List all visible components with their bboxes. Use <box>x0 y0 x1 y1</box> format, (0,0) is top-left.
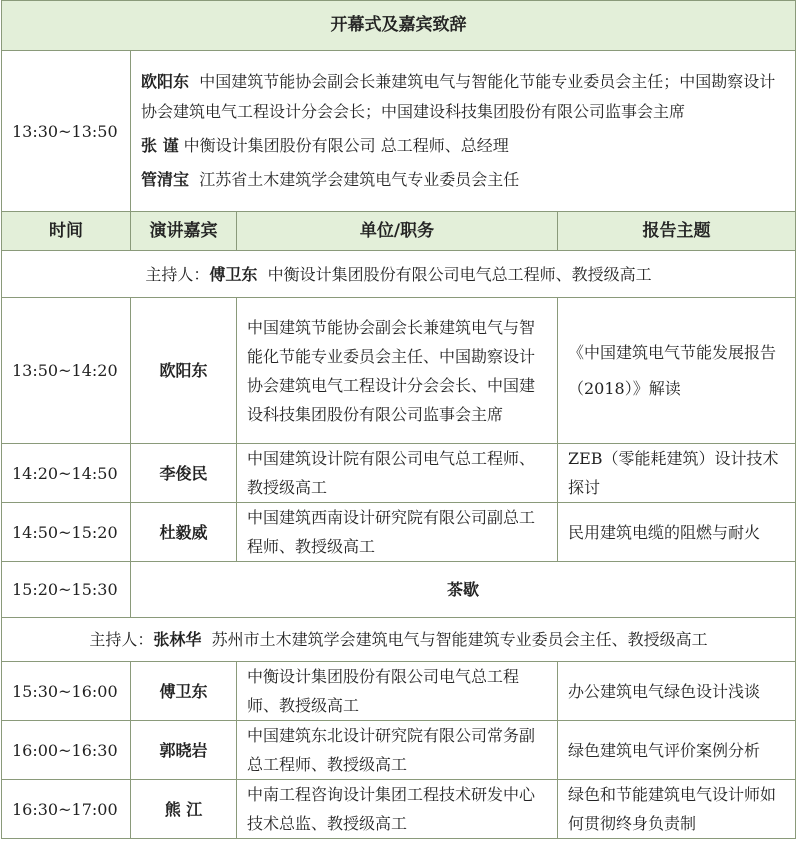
host-name: 傅卫东 <box>209 264 258 284</box>
header-topic: 报告主题 <box>558 212 796 251</box>
speaker-name: 管清宝 <box>141 170 190 189</box>
slot-topic: 办公建筑电气绿色设计浅谈 <box>558 662 796 721</box>
slot-org: 中国建筑节能协会副会长兼建筑电气与智能化节能专业委员会主任、中国勘察设计协会建筑电气工程设计分会会长、中国建设科技集团股份有限公司监事会主席 <box>237 298 558 444</box>
slot-speaker: 欧阳东 <box>131 298 237 444</box>
opening-row <box>2 51 796 212</box>
host-desc: 中衡设计集团股份有限公司电气总工程师、教授级高工 <box>267 264 652 284</box>
table-row <box>2 721 796 780</box>
break-row <box>2 562 796 618</box>
table-row <box>2 444 796 503</box>
host-prefix: 主持人： <box>89 630 154 649</box>
slot-topic: ZEB（零能耗建筑）设计技术探讨 <box>558 444 796 503</box>
slot-org: 中国建筑西南设计研究院有限公司副总工程师、教授级高工 <box>237 503 558 562</box>
slot-time: 14:20~14:50 <box>2 444 131 503</box>
slot-time: 16:00~16:30 <box>2 721 131 780</box>
table-row <box>2 503 796 562</box>
speaker-desc: 中衡设计集团股份有限公司 总工程师、总经理 <box>183 136 509 155</box>
host-line <box>2 618 796 662</box>
host-row <box>2 618 796 662</box>
speaker-desc: 中国建筑节能协会副会长兼建筑电气与智能化节能专业委员会主任；中国勘察设计协会建筑电气工程设计分会会长；中国建设科技集团股份有限公司监事会主席 <box>141 72 776 121</box>
table-row <box>2 780 796 839</box>
header-org: 单位/职务 <box>237 212 558 251</box>
slot-org: 中南工程咨询设计集团工程技术研发中心技术总监、教授级高工 <box>237 780 558 839</box>
slot-time: 14:50~15:20 <box>2 503 131 562</box>
slot-time: 16:30~17:00 <box>2 780 131 839</box>
host-prefix: 主持人： <box>145 264 210 284</box>
header-speaker: 演讲嘉宾 <box>131 212 237 251</box>
opening-speaker <box>141 165 785 195</box>
host-name: 张林华 <box>153 630 202 649</box>
speaker-name: 欧阳东 <box>141 72 190 91</box>
slot-topic: 绿色建筑电气评价案例分析 <box>558 721 796 780</box>
opening-time: 13:30~13:50 <box>2 51 131 212</box>
host-row <box>2 251 796 298</box>
slot-speaker: 李俊民 <box>131 444 237 503</box>
title-row <box>2 1 796 51</box>
host-desc: 苏州市土木建筑学会建筑电气与智能建筑专业委员会主任、教授级高工 <box>211 630 708 649</box>
table-row <box>2 298 796 444</box>
table-row <box>2 662 796 721</box>
slot-time: 13:50~14:20 <box>2 298 131 444</box>
slot-topic: 民用建筑电缆的阻燃与耐火 <box>558 503 796 562</box>
slot-org: 中国建筑东北设计研究院有限公司常务副总工程师、教授级高工 <box>237 721 558 780</box>
agenda-table <box>1 0 796 839</box>
header-time: 时间 <box>2 212 131 251</box>
slot-speaker: 熊 江 <box>131 780 237 839</box>
header-row <box>2 212 796 251</box>
slot-speaker: 杜毅威 <box>131 503 237 562</box>
opening-speaker <box>141 131 785 161</box>
host-line <box>2 251 796 298</box>
break-label: 茶歇 <box>131 562 796 618</box>
break-time: 15:20~15:30 <box>2 562 131 618</box>
slot-org: 中衡设计集团股份有限公司电气总工程师、教授级高工 <box>237 662 558 721</box>
slot-org: 中国建筑设计院有限公司电气总工程师、教授级高工 <box>237 444 558 503</box>
page-title: 开幕式及嘉宾致辞 <box>2 1 796 51</box>
slot-speaker: 傅卫东 <box>131 662 237 721</box>
slot-time: 15:30~16:00 <box>2 662 131 721</box>
slot-topic: 绿色和节能建筑电气设计师如何贯彻终身负责制 <box>558 780 796 839</box>
opening-speaker <box>141 67 785 127</box>
opening-speakers <box>131 51 796 212</box>
speaker-name: 张 谨 <box>141 136 179 155</box>
slot-topic: 《中国建筑电气节能发展报告（2018）》解读 <box>558 298 796 444</box>
speaker-desc: 江苏省土木建筑学会建筑电气专业委员会主任 <box>199 170 520 189</box>
slot-speaker: 郭晓岩 <box>131 721 237 780</box>
